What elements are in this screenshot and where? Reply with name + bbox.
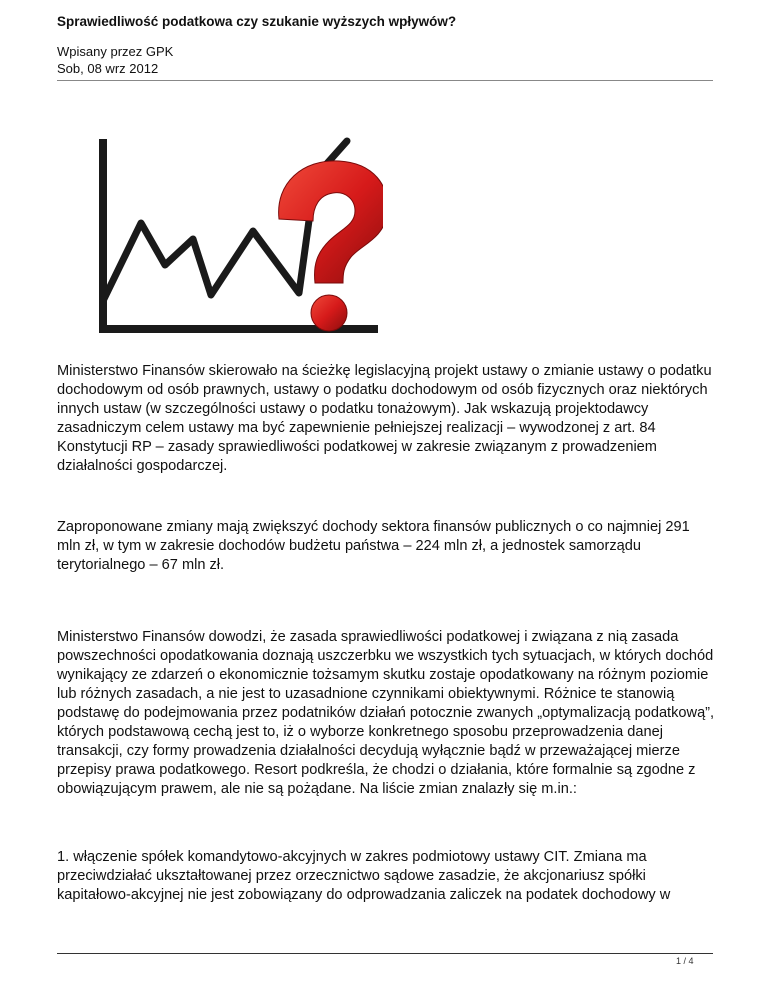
footer-divider (57, 953, 713, 954)
paragraph: Ministerstwo Finansów dowodzi, że zasada sprawiedliwości podatkowej i związana z nią zasada powszechności opodatkowania doznają uszczerbku we wszystkich tych sytuacjach, w których dochód wynikający ze zdarzeń o ekonomicznie tożsamym skutku zostaje opodatkowany na różnym poziomie lub różnych zasadach, a nie jest to uzasadnione czynnikami obiektywnymi. Różnice te stanowią podstawę do podejmowania przez podatników działań potocznie zwanych „optymalizacją podatkową”, których podstawową cechą jest to, iż o wyborze konkretnego sposobu przeprowadzenia danej transakcji, czy formy prowadzenia działalności decydują wyłącznie bądź w przeważającej mierze przepisy prawa podatkowego. Resort podkreśla, że chodzi o działania, które formalnie są zgodne z obowiązującym prawem, ale nie są pożądane. Na liście zmian znalazły się m.in.: (57, 629, 715, 797)
header-divider (57, 80, 713, 81)
article-title: Sprawiedliwość podatkowa czy szukanie wyższych wpływów? (57, 14, 457, 29)
author-line: Wpisany przez GPK (57, 44, 174, 59)
question-mark-chart-icon (93, 133, 383, 343)
date-line: Sob, 08 wrz 2012 (57, 61, 159, 76)
paragraph: Ministerstwo Finansów skierowało na ścieżkę legislacyjną projekt ustawy o zmianie ustawy o podatku dochodowym od osób prawnych, ustawy o podatku dochodowym od osób fizycznych oraz niektórych innych ustaw (w szczególności ustawy o podatku tonażowym). Jak wskazują projektodawcy zasadniczym celem ustawy ma być zapewnienie pełniejszej realizacji – wywodzonej z art. 84 Konstytucji RP – zasady sprawiedliwości podatkowej w zakresie związanym z prowadzeniem działalności gospodarczej. (57, 363, 712, 474)
page-number: 1 / 4 (676, 956, 694, 966)
question-mark-icon (279, 161, 383, 331)
paragraph: Zaproponowane zmiany mają zwiększyć dochody sektora finansów publicznych o co najmniej 291 mln zł, w tym w zakresie dochodów budżetu państwa – 224 mln zł, a jednostek samorządu terytorialnego – 67 mln zł. (57, 519, 690, 573)
article-meta (57, 43, 173, 77)
list-item: 1. włączenie spółek komandytowo-akcyjnych w zakres podmiotowy ustawy CIT. Zmiana ma przeciwdziałać ukształtowanej przez orzecznictwo sądowe zasadzie, że akcjonariusz spółki kapitałowo-akcyjnej nie jest zobowiązany do odprowadzania zaliczek na podatek dochodowy w (57, 849, 671, 903)
